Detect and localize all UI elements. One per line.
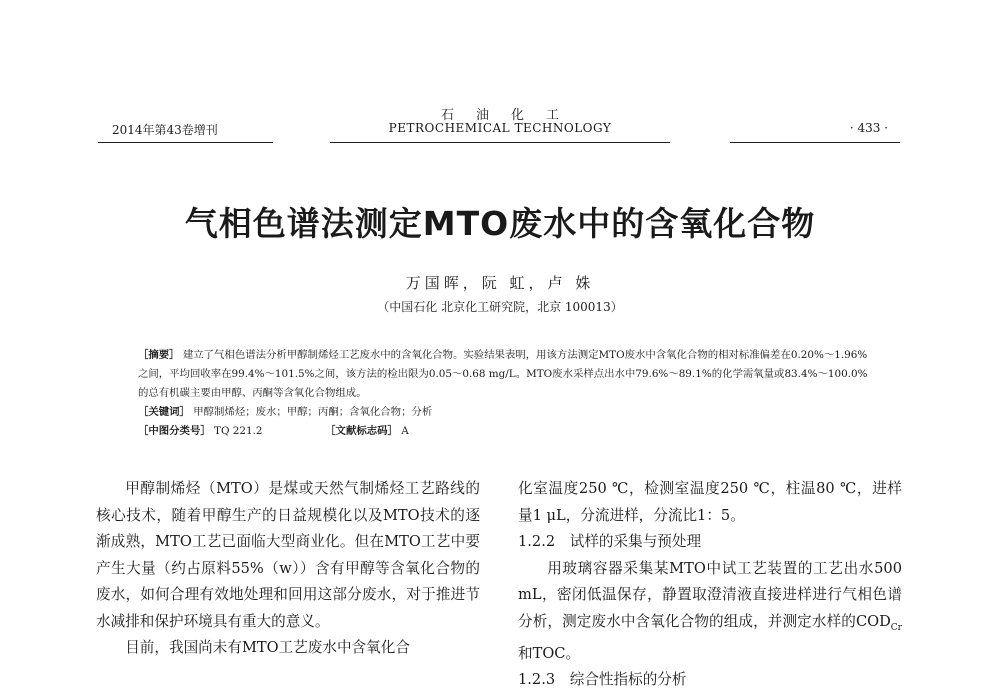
article-authors: 万国晖，阮 虹，卢 姝 bbox=[405, 274, 595, 292]
clc-label: ［中图分类号］ bbox=[138, 425, 211, 437]
abstract bbox=[138, 346, 868, 403]
article-affiliation: （中国石化 北京化工研究院，北京 100013） bbox=[377, 300, 623, 314]
subscript: Cr bbox=[890, 622, 902, 633]
doc-code-label: ［文献标志码］ bbox=[325, 425, 398, 437]
body-text: 用玻璃容器采集某MTO中试工艺装置的工艺出水500 mL，密闭低温保存，静置取澄清液直接进样进行气相色谱分析，测定废水中含氧化合物的组成，并测定水样的COD bbox=[518, 559, 902, 630]
body-column-left bbox=[96, 476, 480, 662]
header-rule-right bbox=[730, 142, 900, 143]
classification bbox=[138, 422, 868, 441]
article-title: 气相色谱法测定MTO废水中的含氧化合物 bbox=[184, 204, 816, 243]
doc-code: A bbox=[401, 425, 409, 437]
body-text: 和TOC。 bbox=[518, 644, 581, 662]
issue-label: 2014年第43卷增刊 bbox=[112, 123, 218, 137]
body-column-right bbox=[518, 476, 902, 694]
header-rule-left bbox=[98, 142, 273, 143]
keywords-label: ［关键词］ bbox=[138, 406, 190, 418]
body-paragraph bbox=[518, 556, 902, 668]
abstract-block bbox=[138, 346, 868, 441]
clc-code: TQ 221.2 bbox=[214, 425, 263, 437]
body-paragraph: 化室温度250 ℃，检测室温度250 ℃，柱温80 ℃，进样量1 μL，分流进样，分流比1：5。 bbox=[518, 480, 902, 524]
keywords bbox=[138, 403, 868, 422]
keywords-text: 甲醇制烯烃；废水；甲醇；丙酮；含氧化合物；分析 bbox=[193, 406, 433, 418]
body-paragraph: 甲醇制烯烃（MTO）是煤或天然气制烯烃工艺路线的核心技术，随着甲醇生产的日益规模化以及MTO技术的逐渐成熟，MTO工艺已面临大型商业化。但在MTO工艺中要产生大量（约占原料55%（w））含有甲醇等含氧化合物的废水，如何合理有效地处理和回用这部分废水，对于推进节水减排和保护环境具有重大的意义。 bbox=[96, 480, 480, 630]
journal-name-en: PETROCHEMICAL TECHNOLOGY bbox=[388, 121, 612, 135]
page-number: · 433 · bbox=[849, 121, 888, 135]
header-rule-center bbox=[330, 142, 670, 143]
abstract-text: 建立了气相色谱法分析甲醇制烯烃工艺废水中的含氧化合物。实验结果表明，用该方法测定MTO废水中含氧化合物的相对标准偏差在0.20%～1.96%之间，平均回收率在99.4%～101.5%之间，该方法的检出限为0.05～0.68 mg/L。MTO废水采样点出水中79.6%～89.1%的化学需氧量或83.4%～100.0%的总有机碳主要由甲醇、丙酮等含氧化合物组成。 bbox=[138, 349, 868, 399]
abstract-label: ［摘要］ bbox=[138, 349, 180, 361]
body-paragraph: 目前，我国尚未有MTO工艺废水中含氧化合 bbox=[125, 639, 410, 656]
section-heading: 1.2.2 试样的采集与预处理 bbox=[518, 533, 702, 550]
section-heading: 1.2.3 综合性指标的分析 bbox=[518, 671, 687, 689]
journal-name-cn: 石油化工 bbox=[440, 108, 581, 123]
